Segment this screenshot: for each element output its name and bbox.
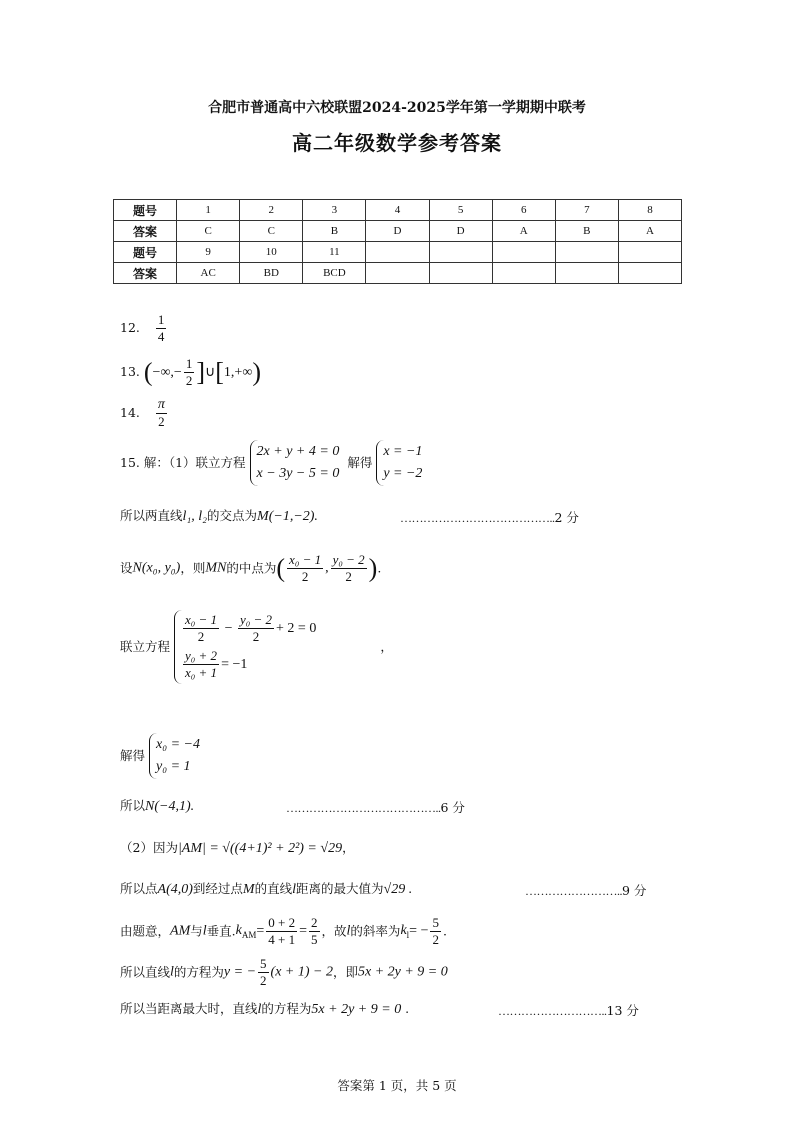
solution-system: x₀ = −4 y₀ = 1 <box>149 733 200 779</box>
fraction: $\frac{1}{4}$ <box>157 312 165 344</box>
table-row <box>114 242 682 263</box>
table-cell: D <box>429 221 492 242</box>
table-cell <box>618 263 681 284</box>
q15-max-distance: 所以点A(4,0)到经过点M的直线l距离的最大值为√29 . <box>120 881 413 897</box>
table-cell: B <box>555 221 618 242</box>
q15-conclusion: 所以当距离最大时，直线l的方程为5x + 2y + 9 = 0 . <box>120 1001 410 1017</box>
q15-point-n: 所以N(−4,1). <box>120 798 195 814</box>
table-cell <box>555 263 618 284</box>
table-row-header: 答案 <box>114 263 177 284</box>
q15-system-2: 联立方程 $\frac{\text{x₀ − 1}}{2}$ − $\frac{\text{y₀ − 2}}{2}$ + 2 = 0 $\frac{\text{y₀ + 2}}{\text{x₀ + 1}}$ = −1 ， <box>120 610 393 684</box>
table-cell <box>429 242 492 263</box>
fraction: $\frac{5}{2}$ <box>432 915 439 947</box>
equation-system: 2x + y + 4 = 0 x − 3y − 5 = 0 <box>250 440 340 486</box>
page-title: 高二年级数学参考答案 <box>292 131 502 155</box>
table-cell <box>366 263 429 284</box>
fraction: $\frac{2}{5}$ <box>311 915 318 947</box>
q15-line-intersection: 所以两直线l₁, l₂的交点为M(−1,−2). <box>120 508 318 524</box>
question-number: 13. <box>120 364 140 379</box>
table-cell: 2 <box>240 200 303 221</box>
score-marker: …………………………………..6 分 <box>286 800 465 815</box>
answer-13: 13. (−∞,− $\frac{1}{2}$ ]∪[1,+∞) <box>120 356 261 388</box>
table-cell <box>492 263 555 284</box>
table-cell: 7 <box>555 200 618 221</box>
table-cell: A <box>492 221 555 242</box>
q15-slope: 由题意，AM与l垂直$.k_{AM}=$ $\frac{0 + 2}{4 + 1}$ = $\frac{2}{5}$ ，故l的斜率为$k_l=$ − $\frac{5}{2}$ . <box>120 915 447 947</box>
fraction: $\frac{\text{y₀ + 2}}{\text{x₀ + 1}}$ <box>185 648 218 681</box>
equation-system: $\frac{\text{x₀ − 1}}{2}$ − $\frac{\text{y₀ − 2}}{2}$ + 2 = 0 $\frac{\text{y₀ + 2}}{\text{x₀ + 1}}$ = −1 <box>174 610 316 684</box>
q15-line-equation: 所以直线l的方程为y = − $\frac{5}{2}$ (x + 1) − 2，即5x + 2y + 9 = 0 <box>120 956 448 988</box>
table-cell: 3 <box>303 200 366 221</box>
table-cell: BCD <box>303 263 366 284</box>
score-marker: ………………………..13 分 <box>498 1003 639 1018</box>
table-cell: AC <box>177 263 240 284</box>
q15-solution-2: 解得 x₀ = −4 y₀ = 1 <box>120 733 200 779</box>
q15-part-2: （2）因为|AM| = √((4+1)² + 2²) = √29， <box>120 840 355 856</box>
table-cell: 8 <box>618 200 681 221</box>
fraction: $\frac{\text{y₀ − 2}}{2}$ <box>332 552 365 584</box>
table-cell: 4 <box>366 200 429 221</box>
score-marker: …………………………………..2 分 <box>400 510 579 525</box>
q15-system-1: 15. 解：（1）联立方程 2x + y + 4 = 0 x − 3y − 5 = 0 解得 x = −1 y = −2 <box>120 440 422 486</box>
table-cell: 1 <box>177 200 240 221</box>
fraction: $\frac{1}{2}$ <box>185 356 193 388</box>
fraction: $\frac{\pi}{2}$ <box>157 397 165 429</box>
score-marker: ……………………..9 分 <box>525 883 647 898</box>
table-cell <box>555 242 618 263</box>
table-cell: C <box>240 221 303 242</box>
table-cell <box>618 242 681 263</box>
answer-14 <box>120 397 169 430</box>
table-cell <box>492 242 555 263</box>
table-row <box>114 263 682 284</box>
table-cell: 10 <box>240 242 303 263</box>
question-number: 12. <box>120 320 140 335</box>
fraction: $\frac{\text{x₀ − 1}}{2}$ <box>289 552 322 584</box>
table-cell: A <box>618 221 681 242</box>
fraction: $\frac{5}{2}$ <box>260 956 267 988</box>
answer-table <box>113 199 682 284</box>
table-cell: BD <box>240 263 303 284</box>
table-cell <box>366 242 429 263</box>
fraction: $\frac{0 + 2}{4 + 1}$ <box>268 915 296 947</box>
question-number: 14. <box>120 405 140 420</box>
fraction: $\frac{\text{y₀ − 2}}{2}$ <box>239 612 273 645</box>
table-cell: 11 <box>303 242 366 263</box>
table-cell: 9 <box>177 242 240 263</box>
page-footer: 答案第 1 页，共 5 页 <box>337 1078 457 1093</box>
answer-12 <box>120 312 168 345</box>
table-cell <box>429 263 492 284</box>
exam-subtitle: 合肥市普通高中六校联盟2024-2025学年第一学期期中联考 <box>208 100 586 116</box>
table-cell: C <box>177 221 240 242</box>
table-cell: D <box>366 221 429 242</box>
table-cell: 6 <box>492 200 555 221</box>
table-row-header: 答案 <box>114 221 177 242</box>
table-row <box>114 221 682 242</box>
table-row <box>114 200 682 221</box>
fraction: $\frac{\text{x₀ − 1}}{2}$ <box>185 612 218 645</box>
solution-system: x = −1 y = −2 <box>376 440 422 486</box>
table-cell: B <box>303 221 366 242</box>
table-row-header: 题号 <box>114 200 177 221</box>
table-row-header: 题号 <box>114 242 177 263</box>
table-cell: 5 <box>429 200 492 221</box>
q15-midpoint: 设N(x₀, y₀)，则MN的中点为( $\frac{\text{x₀ − 1}}{2}$ , $\frac{\text{y₀ − 2}}{2}$ ). <box>120 552 382 584</box>
